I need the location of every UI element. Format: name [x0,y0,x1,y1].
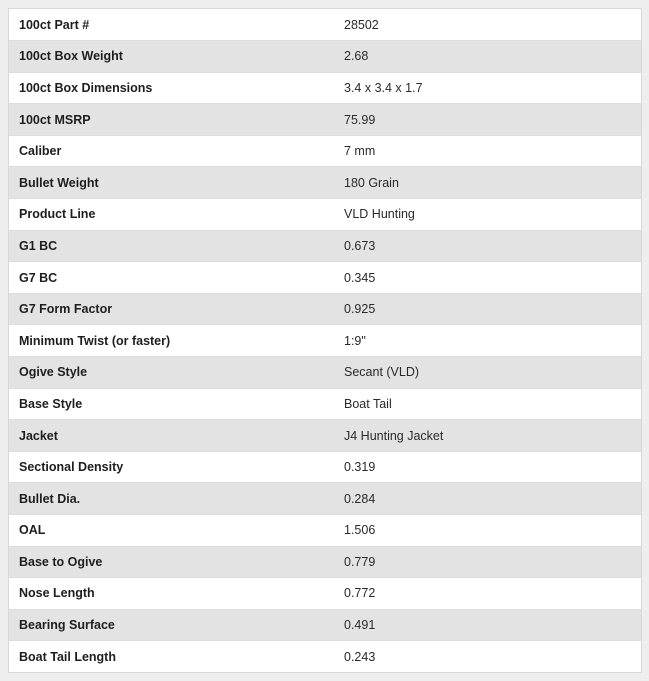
spec-label: 100ct Part # [9,9,335,41]
spec-value: 1:9" [335,325,641,357]
spec-label: Bullet Dia. [9,483,335,515]
spec-label: G1 BC [9,230,335,262]
table-row [9,167,641,199]
spec-label: OAL [9,515,335,547]
specifications-panel [8,8,642,673]
spec-label: Bullet Weight [9,167,335,199]
table-row [9,135,641,167]
spec-value: 0.345 [335,262,641,294]
spec-label: Caliber [9,135,335,167]
spec-value: 2.68 [335,41,641,73]
table-row [9,451,641,483]
table-row [9,388,641,420]
specifications-table [9,9,641,672]
spec-value: 180 Grain [335,167,641,199]
spec-label: Minimum Twist (or faster) [9,325,335,357]
spec-value: VLD Hunting [335,199,641,231]
spec-value: 0.779 [335,546,641,578]
spec-value: 0.491 [335,609,641,641]
spec-label: Jacket [9,420,335,452]
table-row [9,9,641,41]
table-row [9,230,641,262]
table-row [9,325,641,357]
spec-value: 0.673 [335,230,641,262]
spec-value: 3.4 x 3.4 x 1.7 [335,72,641,104]
table-row [9,41,641,73]
spec-label: Ogive Style [9,357,335,389]
table-row [9,262,641,294]
table-row [9,420,641,452]
spec-label: G7 BC [9,262,335,294]
spec-label: 100ct Box Dimensions [9,72,335,104]
spec-label: Product Line [9,199,335,231]
table-row [9,609,641,641]
spec-value: J4 Hunting Jacket [335,420,641,452]
spec-label: 100ct MSRP [9,104,335,136]
spec-label: G7 Form Factor [9,293,335,325]
spec-label: 100ct Box Weight [9,41,335,73]
spec-value: 0.772 [335,578,641,610]
table-row [9,483,641,515]
spec-value: 0.243 [344,649,376,664]
table-row [9,104,641,136]
table-row [9,293,641,325]
table-row [9,546,641,578]
table-row [9,357,641,389]
spec-value: 0.284 [335,483,641,515]
spec-value: 75.99 [335,104,641,136]
table-row [9,199,641,231]
spec-value: Secant (VLD) [335,357,641,389]
spec-value: 0.319 [335,451,641,483]
table-row [9,578,641,610]
table-row [9,515,641,547]
spec-label: Base to Ogive [9,546,335,578]
spec-value: 7 mm [335,135,641,167]
spec-value: Boat Tail [335,388,641,420]
spec-label: Base Style [9,388,335,420]
spec-label: Bearing Surface [9,609,335,641]
spec-value: 1.506 [335,515,641,547]
spec-value: 28502 [335,9,641,41]
table-row [9,72,641,104]
spec-value: 0.925 [335,293,641,325]
spec-label: Boat Tail Length [19,649,116,664]
spec-label: Nose Length [9,578,335,610]
spec-label: Sectional Density [9,451,335,483]
table-row [9,641,641,673]
